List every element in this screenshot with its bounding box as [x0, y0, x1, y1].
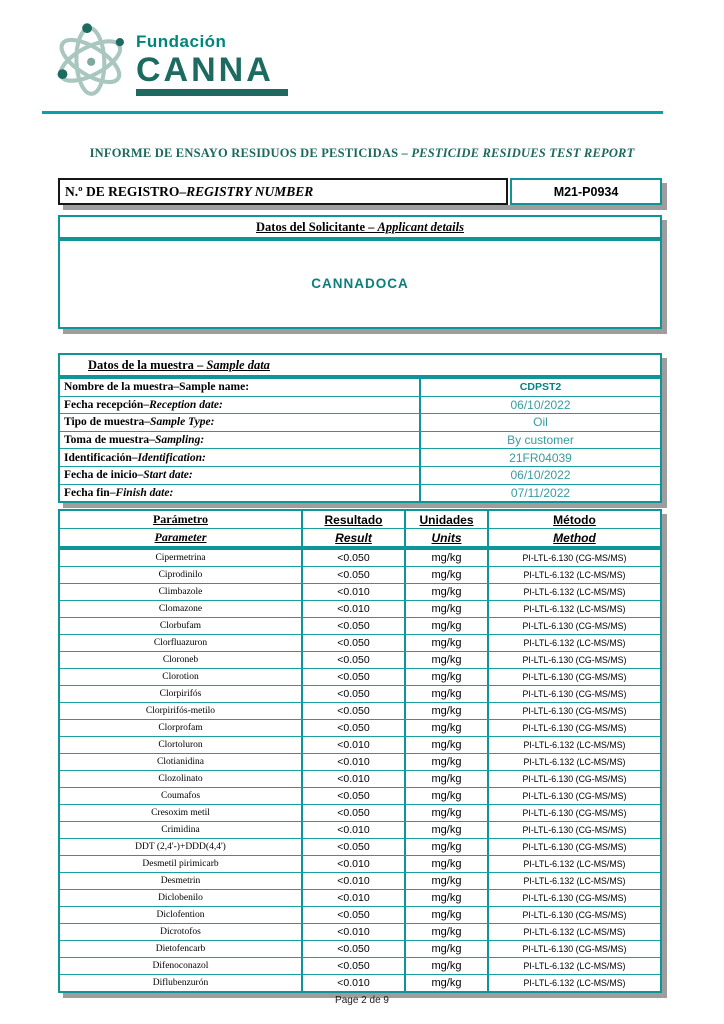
sample-row-value: 06/10/2022	[510, 468, 571, 483]
applicant-header-spanish: Datos del Solicitante	[256, 220, 366, 234]
sample-row-value: By customer	[507, 433, 574, 448]
results-header-spanish-row	[60, 511, 660, 528]
result-cell: <0.050	[303, 669, 406, 685]
result-cell: <0.050	[303, 635, 406, 651]
table-row	[60, 737, 660, 754]
title-spanish: INFORME DE ENSAYO RESIDUOS DE PESTICIDAS	[89, 146, 399, 160]
units-cell: mg/kg	[406, 635, 489, 651]
table-row	[60, 975, 660, 991]
method-cell: PI-LTL-6.130 (CG-MS/MS)	[522, 893, 627, 903]
sample-label-english: Identification:	[137, 451, 206, 464]
sample-row	[60, 397, 660, 415]
applicant-body	[60, 241, 660, 325]
param-cell: Clorpirifós-metilo	[60, 703, 303, 719]
param-cell: Ciprodinilo	[60, 567, 303, 583]
result-cell: <0.050	[303, 550, 406, 566]
method-cell: PI-LTL-6.132 (LC-MS/MS)	[523, 961, 626, 971]
results-header-label: Resultado	[324, 512, 383, 527]
table-row	[60, 754, 660, 771]
param-cell: Diclofention	[60, 907, 303, 923]
param-cell: Clorprofam	[60, 720, 303, 736]
method-cell: PI-LTL-6.132 (LC-MS/MS)	[523, 757, 626, 767]
atom-icon	[50, 20, 134, 102]
method-cell: PI-LTL-6.130 (CG-MS/MS)	[522, 808, 627, 818]
sample-row-label	[60, 397, 421, 414]
units-cell: mg/kg	[406, 822, 489, 838]
logo-text	[136, 32, 288, 96]
result-cell: <0.050	[303, 941, 406, 957]
results-header-cell	[406, 529, 489, 546]
table-row	[60, 822, 660, 839]
units-cell: mg/kg	[406, 788, 489, 804]
method-cell: PI-LTL-6.130 (CG-MS/MS)	[522, 672, 627, 682]
result-cell: <0.050	[303, 618, 406, 634]
sample-label-separator: –	[143, 398, 150, 411]
result-cell: <0.050	[303, 907, 406, 923]
method-cell: PI-LTL-6.132 (LC-MS/MS)	[523, 978, 626, 988]
param-cell: Difenoconazol	[60, 958, 303, 974]
param-cell: Diclobenilo	[60, 890, 303, 906]
units-cell: mg/kg	[406, 805, 489, 821]
results-header-label: Result	[335, 530, 372, 545]
registry-section	[58, 178, 662, 205]
sample-row-label	[60, 414, 421, 431]
param-cell: Clorpirifós	[60, 686, 303, 702]
page-footer: Page 2 de 9	[335, 995, 389, 1006]
applicant-header	[60, 217, 660, 237]
sample-label-separator: –	[144, 416, 151, 429]
sample-label-spanish: Toma de muestra	[64, 434, 150, 447]
table-row	[60, 601, 660, 618]
result-cell: <0.010	[303, 873, 406, 889]
logo-underline	[136, 89, 288, 96]
param-cell: Desmetrin	[60, 873, 303, 889]
table-row	[60, 703, 660, 720]
param-cell: Clorotion	[60, 669, 303, 685]
table-row	[60, 618, 660, 635]
sample-row-label	[60, 432, 421, 449]
sample-label-spanish: Identificación	[64, 451, 132, 464]
results-header-cell	[489, 529, 660, 546]
units-cell: mg/kg	[406, 686, 489, 702]
sample-label-separator: –	[149, 434, 155, 447]
sample-header-english: Sample data	[206, 358, 270, 372]
param-cell: Diflubenzurón	[60, 975, 303, 991]
table-row	[60, 924, 660, 941]
method-cell: PI-LTL-6.130 (CG-MS/MS)	[522, 910, 627, 920]
results-header-label: Method	[553, 530, 596, 545]
sample-label-spanish: Fecha de inicio	[64, 469, 138, 482]
units-cell: mg/kg	[406, 567, 489, 583]
method-cell: PI-LTL-6.130 (CG-MS/MS)	[522, 706, 627, 716]
sample-row-label	[60, 485, 421, 502]
sample-row-value: Oil	[533, 415, 548, 430]
result-cell: <0.050	[303, 839, 406, 855]
table-row	[60, 550, 660, 567]
sample-label-english: Finish date:	[115, 486, 174, 499]
param-cell: Clotianidina	[60, 754, 303, 770]
method-cell: PI-LTL-6.130 (CG-MS/MS)	[522, 791, 627, 801]
method-cell: PI-LTL-6.130 (CG-MS/MS)	[522, 944, 627, 954]
sample-header	[60, 355, 660, 375]
method-cell: PI-LTL-6.130 (CG-MS/MS)	[522, 723, 627, 733]
method-cell: PI-LTL-6.130 (CG-MS/MS)	[522, 655, 627, 665]
sample-row	[60, 379, 660, 397]
sample-header-spanish: Datos de la muestra	[88, 358, 194, 372]
results-header-label: Parámetro	[152, 512, 209, 526]
result-cell: <0.010	[303, 737, 406, 753]
sample-row	[60, 485, 660, 502]
units-cell: mg/kg	[406, 941, 489, 957]
result-cell: <0.010	[303, 975, 406, 991]
logo-canna-text: CANNA	[136, 51, 274, 89]
param-cell: Cloroneb	[60, 652, 303, 668]
table-row	[60, 686, 660, 703]
method-cell: PI-LTL-6.130 (CG-MS/MS)	[522, 621, 627, 631]
sample-header-separator: –	[193, 358, 207, 372]
table-row	[60, 584, 660, 601]
registry-number: M21-P0934	[510, 178, 662, 205]
sample-row-label	[60, 467, 421, 484]
param-cell: Clortoluron	[60, 737, 303, 753]
table-row	[60, 958, 660, 975]
method-cell: PI-LTL-6.130 (CG-MS/MS)	[522, 553, 627, 563]
results-header-label: Units	[431, 530, 462, 545]
param-cell: Clorbufam	[60, 618, 303, 634]
applicant-header-separator: –	[365, 220, 378, 234]
results-table-section	[58, 509, 662, 993]
method-cell: PI-LTL-6.132 (LC-MS/MS)	[523, 570, 626, 580]
units-cell: mg/kg	[406, 907, 489, 923]
param-cell: Coumafos	[60, 788, 303, 804]
results-header-label: Unidades	[419, 512, 474, 527]
param-cell: Dicrotofos	[60, 924, 303, 940]
units-cell: mg/kg	[406, 890, 489, 906]
result-cell: <0.010	[303, 856, 406, 872]
sample-data-section	[58, 353, 662, 503]
method-cell: PI-LTL-6.132 (LC-MS/MS)	[523, 587, 626, 597]
results-header-cell	[60, 511, 303, 528]
method-cell: PI-LTL-6.132 (LC-MS/MS)	[523, 604, 626, 614]
units-cell: mg/kg	[406, 550, 489, 566]
sample-label-separator: –	[109, 486, 116, 499]
units-cell: mg/kg	[406, 584, 489, 600]
result-cell: <0.050	[303, 703, 406, 719]
applicant-header-english: Applicant details	[377, 220, 464, 234]
table-row	[60, 805, 660, 822]
result-cell: <0.050	[303, 788, 406, 804]
method-cell: PI-LTL-6.130 (CG-MS/MS)	[522, 825, 627, 835]
units-cell: mg/kg	[406, 601, 489, 617]
sample-label-english: Sampling:	[154, 434, 205, 447]
units-cell: mg/kg	[406, 958, 489, 974]
title-separator: –	[398, 146, 412, 160]
param-cell: Cresoxim metil	[60, 805, 303, 821]
table-row	[60, 720, 660, 737]
registry-label	[58, 178, 508, 205]
sample-row	[60, 467, 660, 485]
sample-table	[60, 379, 660, 501]
sample-row-label	[60, 449, 421, 466]
sample-label-english: Start date:	[143, 469, 193, 482]
sample-label-english: Sample Type:	[150, 416, 215, 429]
result-cell: <0.010	[303, 822, 406, 838]
table-row	[60, 873, 660, 890]
param-cell: DDT (2,4'-)+DDD(4,4')	[60, 839, 303, 855]
units-cell: mg/kg	[406, 771, 489, 787]
table-row	[60, 890, 660, 907]
result-cell: <0.050	[303, 567, 406, 583]
sample-label-separator: –	[137, 469, 144, 482]
sample-label-separator: –	[173, 381, 180, 394]
registry-label-separator: –	[179, 183, 187, 199]
sample-row	[60, 449, 660, 467]
registry-label-spanish: N.º DE REGISTRO	[65, 183, 180, 199]
method-cell: PI-LTL-6.130 (CG-MS/MS)	[522, 774, 627, 784]
units-cell: mg/kg	[406, 720, 489, 736]
result-cell: <0.010	[303, 584, 406, 600]
sample-row-label	[60, 379, 421, 396]
registry-label-english: REGISTRY NUMBER	[186, 183, 314, 199]
table-row	[60, 635, 660, 652]
method-cell: PI-LTL-6.132 (LC-MS/MS)	[523, 638, 626, 648]
applicant-name: CANNADOCA	[311, 275, 409, 291]
units-cell: mg/kg	[406, 924, 489, 940]
method-cell: PI-LTL-6.132 (LC-MS/MS)	[523, 927, 626, 937]
results-header-label: Parameter	[154, 530, 207, 544]
method-cell: PI-LTL-6.130 (CG-MS/MS)	[522, 842, 627, 852]
sample-label-spanish: Fecha recepción	[64, 398, 144, 411]
results-header-cell	[60, 529, 303, 546]
sample-row-value: CDPST2	[519, 381, 562, 394]
sample-label-spanish: Nombre de la muestra	[64, 381, 174, 394]
sample-row-value: 21FR04039	[509, 450, 572, 465]
table-row	[60, 856, 660, 873]
units-cell: mg/kg	[406, 737, 489, 753]
param-cell: Cipermetrina	[60, 550, 303, 566]
result-cell: <0.050	[303, 652, 406, 668]
sample-row	[60, 414, 660, 432]
result-cell: <0.010	[303, 771, 406, 787]
applicant-section	[58, 215, 662, 329]
results-header-cell	[303, 511, 406, 528]
units-cell: mg/kg	[406, 618, 489, 634]
result-cell: <0.010	[303, 890, 406, 906]
result-cell: <0.050	[303, 686, 406, 702]
result-cell: <0.010	[303, 601, 406, 617]
table-row	[60, 839, 660, 856]
table-row	[60, 652, 660, 669]
sample-label-spanish: Tipo de muestra	[64, 416, 145, 429]
sample-row	[60, 432, 660, 450]
param-cell: Climbazole	[60, 584, 303, 600]
sample-row-value: 07/11/2022	[510, 485, 571, 500]
results-header-label: Método	[553, 512, 596, 527]
table-row	[60, 567, 660, 584]
sample-label-separator: –	[131, 451, 138, 464]
param-cell: Clorfluazuron	[60, 635, 303, 651]
method-cell: PI-LTL-6.132 (LC-MS/MS)	[523, 876, 626, 886]
sample-label-spanish: Fecha fin	[64, 486, 110, 499]
units-cell: mg/kg	[406, 754, 489, 770]
logo-fundacion-text: Fundación	[136, 32, 227, 51]
method-cell: PI-LTL-6.130 (CG-MS/MS)	[522, 689, 627, 699]
table-row	[60, 788, 660, 805]
units-cell: mg/kg	[406, 856, 489, 872]
table-row	[60, 941, 660, 958]
title-english: PESTICIDE RESIDUES TEST REPORT	[411, 146, 635, 160]
results-header-english-row	[60, 528, 660, 546]
result-cell: <0.010	[303, 754, 406, 770]
table-row	[60, 669, 660, 686]
table-row	[60, 771, 660, 788]
param-cell: Dietofencarb	[60, 941, 303, 957]
sample-row-value: 06/10/2022	[510, 397, 571, 412]
header-divider	[42, 111, 663, 114]
param-cell: Clomazone	[60, 601, 303, 617]
method-cell: PI-LTL-6.132 (LC-MS/MS)	[523, 740, 626, 750]
param-cell: Clozolinato	[60, 771, 303, 787]
param-cell: Crimidina	[60, 822, 303, 838]
results-table-body	[60, 550, 660, 991]
units-cell: mg/kg	[406, 703, 489, 719]
units-cell: mg/kg	[406, 839, 489, 855]
param-cell: Desmetil pirimicarb	[60, 856, 303, 872]
table-row	[60, 907, 660, 924]
result-cell: <0.010	[303, 924, 406, 940]
results-header-cell	[489, 511, 660, 528]
logo	[50, 20, 288, 102]
units-cell: mg/kg	[406, 873, 489, 889]
method-cell: PI-LTL-6.132 (LC-MS/MS)	[523, 859, 626, 869]
sample-label-english: Sample name:	[179, 381, 250, 394]
units-cell: mg/kg	[406, 669, 489, 685]
result-cell: <0.050	[303, 958, 406, 974]
document-title	[30, 146, 694, 161]
results-header-cell	[406, 511, 489, 528]
units-cell: mg/kg	[406, 975, 489, 991]
sample-label-english: Reception date:	[149, 398, 223, 411]
units-cell: mg/kg	[406, 652, 489, 668]
result-cell: <0.050	[303, 805, 406, 821]
result-cell: <0.050	[303, 720, 406, 736]
results-header-cell	[303, 529, 406, 546]
